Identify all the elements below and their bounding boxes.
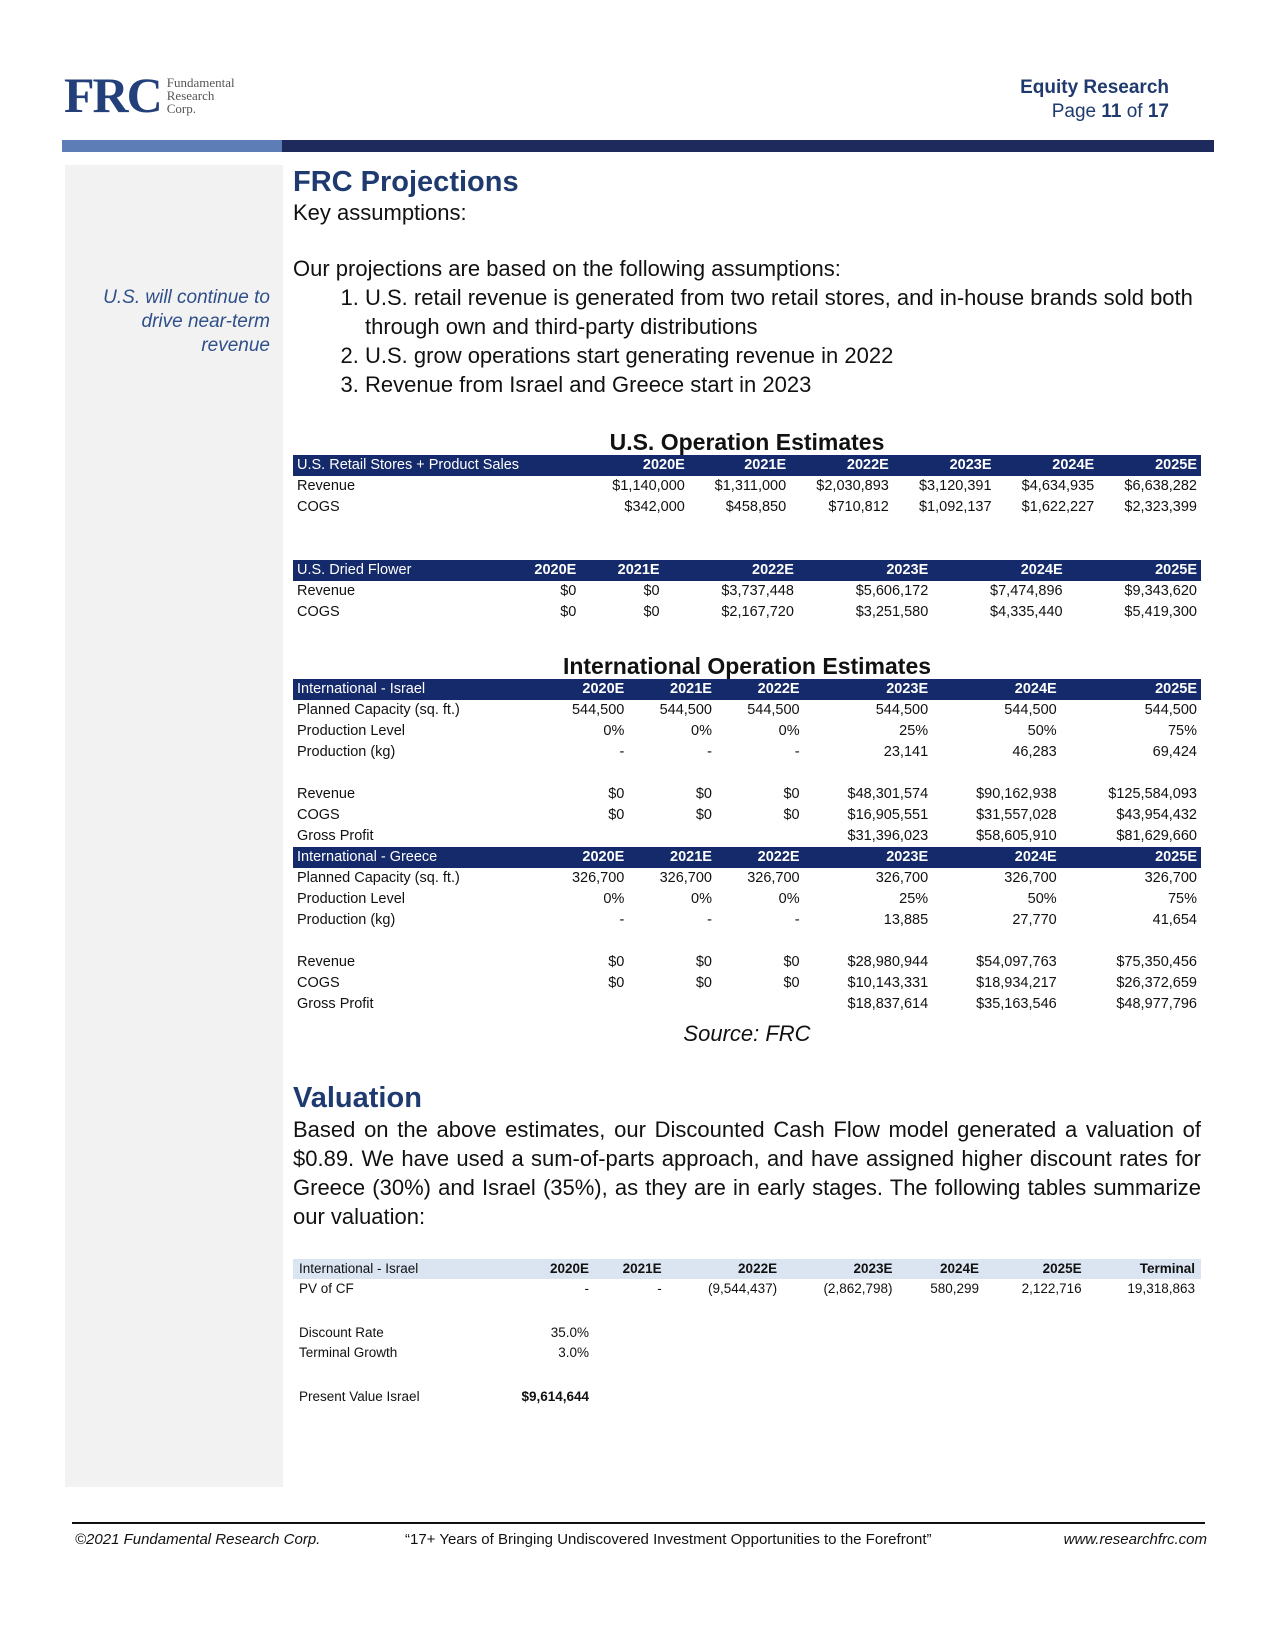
table-cell: $16,905,551 bbox=[847, 807, 929, 823]
row-label: Production Level bbox=[297, 891, 406, 907]
table-cell: $28,980,944 bbox=[847, 954, 929, 970]
header-cell: 2020E bbox=[482, 1259, 595, 1279]
table-cell: $48,301,574 bbox=[847, 786, 929, 802]
table-cell: 50% bbox=[1027, 891, 1057, 907]
table-cell: $0 bbox=[783, 954, 800, 970]
table-cell: 75% bbox=[1167, 723, 1197, 739]
table-row bbox=[293, 1279, 1201, 1299]
table-title-us: U.S. Operation Estimates bbox=[609, 429, 885, 455]
table-cell: 25% bbox=[899, 891, 929, 907]
header-cell: 2025E bbox=[1061, 679, 1201, 700]
table-cell: 27,770 bbox=[1012, 912, 1057, 928]
table-header-row bbox=[293, 560, 1201, 581]
table-row bbox=[293, 721, 1201, 742]
table-cell: $54,097,763 bbox=[976, 954, 1057, 970]
header-band bbox=[282, 140, 1214, 152]
table-cell: $2,030,893 bbox=[816, 478, 889, 494]
table-cell bbox=[628, 826, 716, 847]
table-row bbox=[293, 742, 1201, 763]
table-row bbox=[293, 868, 1201, 889]
table-cell: 326,700 bbox=[659, 870, 712, 886]
table-cell: $18,837,614 bbox=[847, 996, 929, 1012]
table-cell: - bbox=[584, 1281, 590, 1296]
table-cell: 544,500 bbox=[1004, 702, 1057, 718]
table-cell: $10,143,331 bbox=[847, 975, 929, 991]
table-cell: - bbox=[619, 912, 625, 928]
table-cell bbox=[628, 994, 716, 1015]
table-cell: $0 bbox=[643, 583, 660, 599]
table-cell: 580,299 bbox=[930, 1281, 980, 1296]
header-cell: U.S. Dried Flower bbox=[293, 560, 497, 581]
table-cell: $2,323,399 bbox=[1124, 499, 1197, 515]
table-cell: - bbox=[707, 744, 712, 760]
valuation-paragraph: Based on the above estimates, our Discounted Cash Flow model generated a valuation of $0.89. We have used a sum-of-parts approach, and have assigned higher discount rates for Greece (30%) and Israel (35%), as they are in early stages. The following tables summarize our valuation: bbox=[293, 1117, 1201, 1229]
header-cell: 2021E bbox=[689, 455, 790, 476]
header-cell: 2020E bbox=[541, 847, 629, 868]
table-cell: $0 bbox=[695, 786, 712, 802]
table-cell: 544,500 bbox=[875, 702, 929, 718]
table-cell: $1,092,137 bbox=[918, 499, 992, 515]
row-label: Production Level bbox=[297, 723, 406, 739]
table-cell: 0% bbox=[603, 723, 625, 739]
header-cell: 2020E bbox=[541, 679, 629, 700]
table-cell: $1,311,000 bbox=[714, 478, 787, 494]
page-number bbox=[1020, 100, 1169, 124]
table-cell: $1,140,000 bbox=[612, 478, 685, 494]
table-cell: $2,167,720 bbox=[721, 604, 794, 620]
header-cell: 2024E bbox=[932, 679, 1061, 700]
table-cell: $4,634,935 bbox=[1021, 478, 1095, 494]
row-label: Planned Capacity (sq. ft.) bbox=[297, 870, 460, 886]
table-cell: $43,954,432 bbox=[1116, 807, 1197, 823]
footer-copyright: ©2021 Fundamental Research Corp. bbox=[75, 1531, 321, 1548]
header-cell: International - Greece bbox=[293, 847, 541, 868]
discount-rate-label: Discount Rate bbox=[299, 1325, 384, 1340]
header-cell: International - Israel bbox=[293, 679, 541, 700]
table-cell: $342,000 bbox=[624, 499, 685, 515]
intl-table bbox=[293, 679, 1201, 1015]
header-cell: 2021E bbox=[628, 847, 716, 868]
table-header-row bbox=[293, 679, 1201, 700]
row-label: Gross Profit bbox=[297, 828, 374, 844]
table-cell: 46,283 bbox=[1012, 744, 1057, 760]
row-label: Revenue bbox=[297, 786, 356, 802]
table-cell: $6,638,282 bbox=[1124, 478, 1197, 494]
table-cell: - bbox=[707, 912, 712, 928]
table-row bbox=[293, 581, 1201, 602]
table-cell: $3,737,448 bbox=[721, 583, 794, 599]
terminal-growth-label: Terminal Growth bbox=[299, 1345, 398, 1360]
table-cell: $3,251,580 bbox=[855, 604, 929, 620]
table-cell: $0 bbox=[608, 807, 625, 823]
table-cell: - bbox=[794, 912, 800, 928]
header-cell: 2021E bbox=[595, 1259, 668, 1279]
row-label: Revenue bbox=[297, 954, 356, 970]
header-cell: 2021E bbox=[628, 679, 716, 700]
header-cell: 2022E bbox=[664, 560, 798, 581]
logo-mark: FRC bbox=[64, 67, 161, 123]
table-cell: $0 bbox=[695, 954, 712, 970]
table-cell: $7,474,896 bbox=[990, 583, 1063, 599]
page-total: 17 bbox=[1147, 101, 1169, 122]
header-cell: 2023E bbox=[893, 455, 996, 476]
header-cell: 2022E bbox=[668, 1259, 783, 1279]
table-cell: 544,500 bbox=[1144, 702, 1197, 718]
table-row bbox=[293, 602, 1201, 623]
header-cell: Terminal bbox=[1088, 1259, 1201, 1279]
section-heading-projections: FRC Projections bbox=[293, 166, 519, 198]
table-cell: 50% bbox=[1027, 723, 1057, 739]
doc-type: Equity Research bbox=[1020, 77, 1169, 98]
row-label: Revenue bbox=[297, 478, 356, 494]
table-cell: 75% bbox=[1167, 891, 1197, 907]
table-cell: 69,424 bbox=[1152, 744, 1197, 760]
table-cell: 2,122,716 bbox=[1021, 1281, 1082, 1296]
header-cell: 2022E bbox=[716, 847, 804, 868]
table-cell: $90,162,938 bbox=[976, 786, 1057, 802]
table-cell: 41,654 bbox=[1152, 912, 1197, 928]
table-cell: 0% bbox=[778, 723, 800, 739]
header-cell: 2025E bbox=[1061, 847, 1201, 868]
row-label: Production (kg) bbox=[297, 744, 396, 760]
table-row bbox=[293, 973, 1201, 994]
table-cell: $0 bbox=[783, 975, 800, 991]
table-cell: 0% bbox=[691, 891, 712, 907]
page-current: 11 bbox=[1101, 101, 1122, 122]
table-cell: $0 bbox=[608, 975, 625, 991]
table-cell: - bbox=[657, 1281, 662, 1296]
header-cell: 2023E bbox=[804, 679, 933, 700]
table-cell: $31,557,028 bbox=[976, 807, 1057, 823]
assumptions-list bbox=[293, 283, 1201, 399]
table-row bbox=[293, 889, 1201, 910]
sidebar-note: U.S. will continue to drive near-term revenue bbox=[103, 287, 270, 356]
valuation-table bbox=[293, 1259, 1201, 1407]
source-caption: Source: FRC bbox=[683, 1021, 811, 1046]
table-cell: $26,372,659 bbox=[1116, 975, 1197, 991]
table-cell: 23,141 bbox=[883, 744, 929, 760]
frc-logo bbox=[64, 67, 235, 123]
table-cell: 544,500 bbox=[659, 702, 712, 718]
table-row bbox=[293, 910, 1201, 931]
table-cell: 544,500 bbox=[747, 702, 800, 718]
footer-website[interactable]: www.researchfrc.com bbox=[1063, 1531, 1207, 1548]
table-cell: $0 bbox=[695, 807, 712, 823]
assumptions-intro: Our projections are based on the following assumptions: bbox=[293, 256, 841, 281]
header-cell: 2024E bbox=[996, 455, 1099, 476]
header-cell: 2024E bbox=[932, 560, 1066, 581]
header-cell: 2025E bbox=[985, 1259, 1088, 1279]
row-label: Production (kg) bbox=[297, 912, 396, 928]
table-cell: $9,343,620 bbox=[1124, 583, 1197, 599]
header-cell: 2022E bbox=[790, 455, 893, 476]
table-cell: $0 bbox=[608, 786, 625, 802]
table-cell: (9,544,437) bbox=[708, 1281, 778, 1296]
table-header-row bbox=[293, 847, 1201, 868]
table-cell: $0 bbox=[560, 583, 577, 599]
table-cell bbox=[716, 826, 804, 847]
table-header-row bbox=[293, 455, 1201, 476]
table-cell: $0 bbox=[608, 954, 625, 970]
logo-line: Fundamental bbox=[166, 74, 235, 90]
present-value-amount: $9,614,644 bbox=[521, 1389, 590, 1404]
logo-wordmark bbox=[167, 76, 235, 115]
table-cell: $35,163,546 bbox=[976, 996, 1057, 1012]
table-cell: $710,812 bbox=[828, 499, 889, 515]
table-cell: (2,862,798) bbox=[823, 1281, 893, 1296]
page-sep: of bbox=[1121, 101, 1148, 122]
list-item: 2. U.S. grow operations start generating revenue in 2022 bbox=[365, 341, 1201, 370]
table-row bbox=[293, 1343, 1201, 1363]
header-cell: 2022E bbox=[716, 679, 804, 700]
header-cell: 2024E bbox=[899, 1259, 986, 1279]
table-cell: 0% bbox=[603, 891, 625, 907]
footer-tagline: “17+ Years of Bringing Undiscovered Investment Opportunities to the Forefront” bbox=[405, 1531, 932, 1548]
table-cell bbox=[716, 994, 804, 1015]
row-label: Gross Profit bbox=[297, 996, 374, 1012]
table-cell: 0% bbox=[778, 891, 800, 907]
row-label: COGS bbox=[297, 807, 340, 823]
row-label: Revenue bbox=[297, 583, 356, 599]
subheading: Key assumptions: bbox=[293, 200, 467, 225]
table-cell: $125,584,093 bbox=[1108, 786, 1197, 802]
row-label: COGS bbox=[297, 499, 340, 515]
table-row bbox=[293, 826, 1201, 847]
logo-line: Research bbox=[166, 87, 215, 103]
list-item: 1. U.S. retail revenue is generated from two retail stores, and in-house brands sold both through own and third-party distributions bbox=[365, 283, 1201, 341]
page-header bbox=[1020, 76, 1169, 124]
row-label: COGS bbox=[297, 604, 340, 620]
row-label: COGS bbox=[297, 975, 340, 991]
header-cell: International - Israel bbox=[293, 1259, 482, 1279]
table-row bbox=[293, 700, 1201, 721]
table-cell: $5,606,172 bbox=[855, 583, 929, 599]
table-cell: 326,700 bbox=[571, 870, 625, 886]
table-cell: $0 bbox=[643, 604, 660, 620]
spacer-row bbox=[293, 1299, 1201, 1323]
row-label: Planned Capacity (sq. ft.) bbox=[297, 702, 460, 718]
table-cell: 544,500 bbox=[571, 702, 625, 718]
spacer-row bbox=[293, 931, 1201, 952]
header-cell: 2023E bbox=[804, 847, 933, 868]
table-cell: $18,934,217 bbox=[976, 975, 1057, 991]
main-content bbox=[293, 165, 1201, 1407]
table-cell: $0 bbox=[560, 604, 577, 620]
table-title-intl: International Operation Estimates bbox=[562, 653, 932, 679]
table-row bbox=[293, 805, 1201, 826]
table-cell: 19,318,863 bbox=[1127, 1281, 1195, 1296]
table-cell: $48,977,796 bbox=[1116, 996, 1197, 1012]
table-cell: 13,885 bbox=[883, 912, 929, 928]
header-cell: 2023E bbox=[798, 560, 932, 581]
table-cell: $4,335,440 bbox=[990, 604, 1063, 620]
table-cell: - bbox=[619, 744, 625, 760]
table-cell bbox=[541, 994, 629, 1015]
table-row bbox=[293, 497, 1201, 518]
header-cell: 2024E bbox=[932, 847, 1061, 868]
table-cell: $58,605,910 bbox=[976, 828, 1057, 844]
table-cell: $81,629,660 bbox=[1116, 828, 1197, 844]
table-header-row bbox=[293, 1259, 1201, 1279]
header-cell: 2023E bbox=[783, 1259, 898, 1279]
header-cell: U.S. Retail Stores + Product Sales bbox=[293, 455, 586, 476]
table-row bbox=[293, 952, 1201, 973]
header-cell: 2025E bbox=[1098, 455, 1201, 476]
table-cell: $5,419,300 bbox=[1124, 604, 1197, 620]
table-cell: 326,700 bbox=[875, 870, 929, 886]
table-cell: 326,700 bbox=[1144, 870, 1197, 886]
table-cell: 25% bbox=[899, 723, 929, 739]
spacer-row bbox=[293, 763, 1201, 784]
table-row bbox=[293, 476, 1201, 497]
us-retail-table bbox=[293, 455, 1201, 518]
table-cell: $0 bbox=[783, 786, 800, 802]
table-row bbox=[293, 1387, 1201, 1407]
table-cell: $31,396,023 bbox=[847, 828, 929, 844]
table-cell bbox=[541, 826, 629, 847]
table-cell: $75,350,456 bbox=[1116, 954, 1197, 970]
footer-rule bbox=[72, 1522, 1205, 1524]
table-cell: 326,700 bbox=[1004, 870, 1057, 886]
row-label: PV of CF bbox=[299, 1281, 354, 1296]
header-cell: 2025E bbox=[1067, 560, 1201, 581]
list-item: 3. Revenue from Israel and Greece start in 2023 bbox=[365, 370, 1201, 399]
table-cell: $1,622,227 bbox=[1021, 499, 1095, 515]
table-row bbox=[293, 1323, 1201, 1343]
logo-line: Corp. bbox=[166, 100, 197, 116]
discount-rate-value: 35.0% bbox=[550, 1325, 590, 1340]
header-band-accent bbox=[62, 140, 282, 152]
table-cell: 0% bbox=[691, 723, 712, 739]
sidebar bbox=[65, 165, 283, 1487]
table-cell: 326,700 bbox=[747, 870, 800, 886]
header-cell: 2020E bbox=[497, 560, 580, 581]
spacer-row bbox=[293, 1363, 1201, 1387]
table-row bbox=[293, 994, 1201, 1015]
header-cell: 2020E bbox=[586, 455, 689, 476]
terminal-growth-value: 3.0% bbox=[558, 1345, 590, 1360]
header-cell: 2021E bbox=[580, 560, 663, 581]
table-row bbox=[293, 784, 1201, 805]
table-cell: - bbox=[794, 744, 800, 760]
table-cell: $0 bbox=[783, 807, 800, 823]
section-heading-valuation: Valuation bbox=[293, 1082, 422, 1114]
us-flower-table bbox=[293, 560, 1201, 623]
table-cell: $3,120,391 bbox=[918, 478, 992, 494]
page-prefix: Page bbox=[1051, 101, 1102, 122]
present-value-label: Present Value Israel bbox=[299, 1389, 420, 1404]
table-cell: $458,850 bbox=[725, 499, 787, 515]
table-cell: $0 bbox=[695, 975, 712, 991]
